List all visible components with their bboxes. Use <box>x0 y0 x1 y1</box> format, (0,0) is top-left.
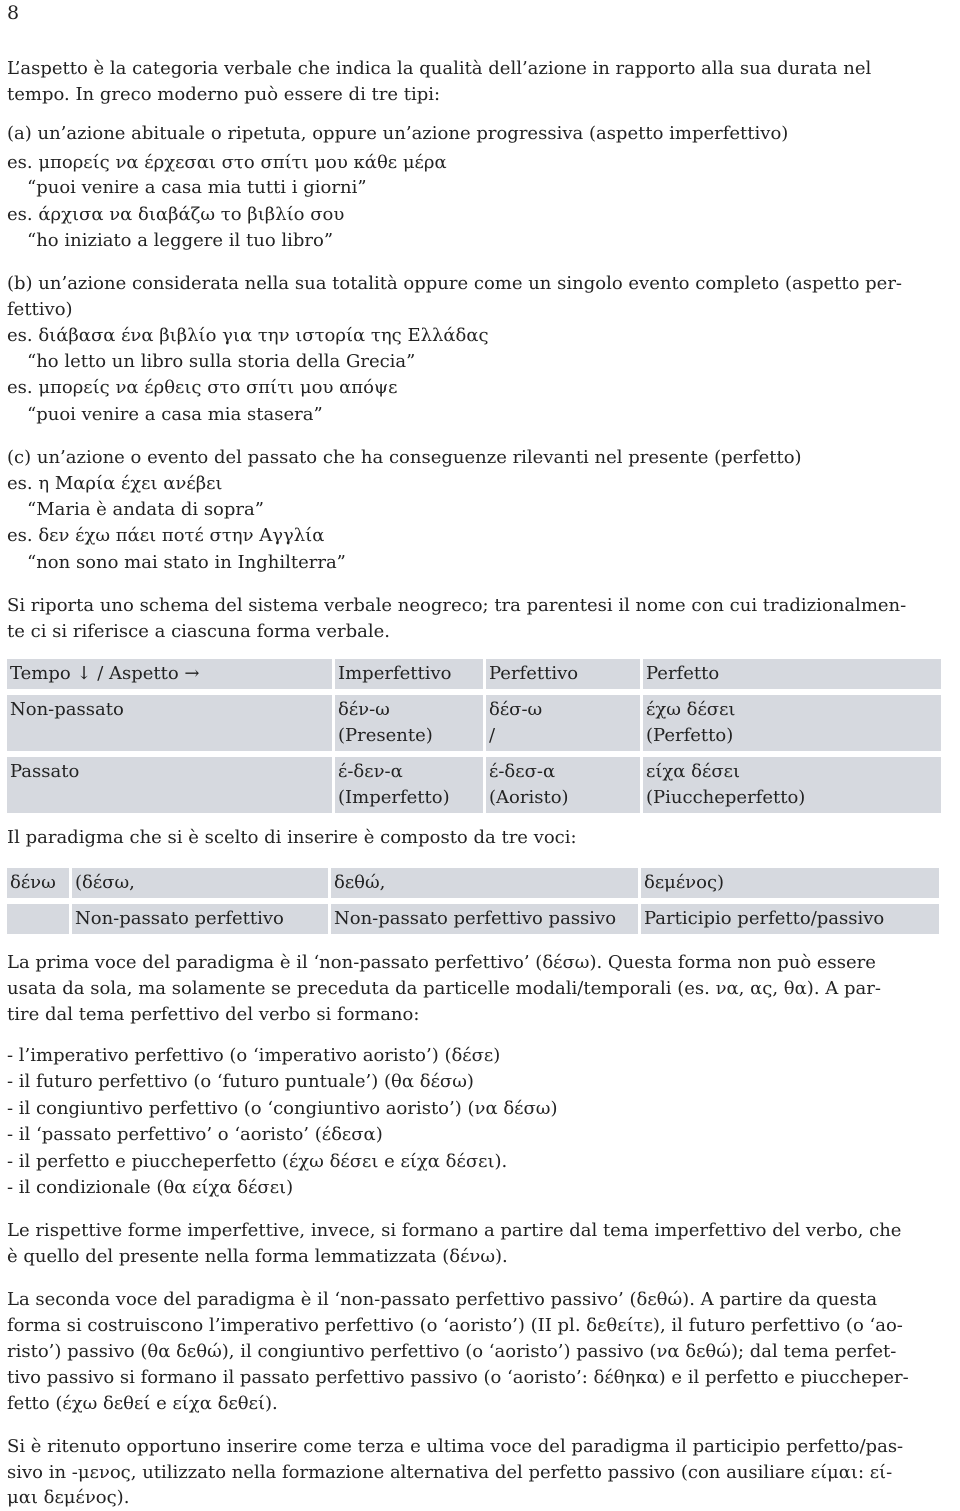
aspect-b-heading: (b) un’azione considerata nella sua totalità oppure come un singolo evento completo (aspetto per- <box>7 273 903 294</box>
paragraph-line: La prima voce del paradigma è il ‘non-passato perfettivo’ (δέσω). Questa forma non può essere <box>7 952 876 973</box>
table-row <box>7 868 939 898</box>
list-item: - l’imperativo perfettivo (o ‘imperativo aoristo’) (δέσε) <box>7 1045 501 1066</box>
example-translation: “Maria è andata di sopra” <box>27 499 264 520</box>
paragraph-line: fetto (έχω δεθεί e είχα δεθεί). <box>7 1393 278 1414</box>
paragraph-line: usata da sola, ma solamente se preceduta da particelle modali/temporali (es. να, ας, θα). A par- <box>7 978 881 999</box>
paragraph-line: Le rispettive forme imperfettive, invece, si formano a partire dal tema imperfettivo del verbo, che <box>7 1220 902 1241</box>
example-translation: “puoi venire a casa mia tutti i giorni” <box>27 177 367 198</box>
table-cell: δεθώ, <box>331 868 638 898</box>
table-cell: Participio perfetto/passivo <box>641 904 939 934</box>
example-greek: es. άρχισα να διαβάζω το βιβλίο σου <box>7 204 345 225</box>
paragraph-line: La seconda voce del paradigma è il ‘non-passato perfettivo passivo’ (δεθώ). A partire da questa <box>7 1289 878 1310</box>
paragraph-line: risto’) passivo (θα δεθώ), il congiuntivo perfettivo (o ‘aoristo’) passivo (να δεθώ); dal tema perfet- <box>7 1341 897 1362</box>
paradigm-table <box>4 868 942 934</box>
intro-line: tempo. In greco moderno può essere di tre tipi: <box>7 84 441 105</box>
table-cell: δένω <box>7 868 69 898</box>
table-cell: Non-passato perfettivo passivo <box>331 904 638 934</box>
list-item: - il congiuntivo perfettivo (o ‘congiuntivo aoristo’) (να δέσω) <box>7 1098 558 1119</box>
list-item: - il futuro perfettivo (o ‘futuro puntuale’) (θα δέσω) <box>7 1071 474 1092</box>
table-cell: (δέσω, <box>72 868 328 898</box>
example-greek: es. διάβασα ένα βιβλίο για την ιστορία της Ελλάδας <box>7 325 489 346</box>
page-number: 8 <box>7 2 20 24</box>
table-cell: είχα δέσει (Piuccheperfetto) <box>643 757 941 813</box>
example-translation: “puoi venire a casa mia stasera” <box>27 404 323 425</box>
list-item: - il ‘passato perfettivo’ o ‘aoristo’ (έδεσα) <box>7 1124 383 1145</box>
header-cell: Perfettivo <box>486 659 640 689</box>
list-item: - il condizionale (θα είχα δέσει) <box>7 1177 294 1198</box>
paragraph-line: sivo in -μενος, utilizzato nella formazione alternativa del perfetto passivo (con ausiliare είμαι: εί- <box>7 1462 893 1483</box>
table-header-row <box>7 659 941 689</box>
intro-line: L’aspetto è la categoria verbale che indica la qualità dell’azione in rapporto alla sua durata nel <box>7 58 872 79</box>
list-item: - il perfetto e piuccheperfetto (έχω δέσει e είχα δέσει). <box>7 1151 508 1172</box>
aspect-a-heading: (a) un’azione abituale o ripetuta, oppure un’azione progressiva (aspetto imperfettivo) <box>7 123 789 144</box>
paragraph-line: tire dal tema perfettivo del verbo si formano: <box>7 1004 420 1025</box>
table-cell: Non-passato perfettivo <box>72 904 328 934</box>
tense-cell: Passato <box>7 757 332 813</box>
verb-system-table <box>4 659 944 813</box>
tense-cell: Non-passato <box>7 695 332 751</box>
table-cell: δεμένος) <box>641 868 939 898</box>
example-greek: es. η Μαρία έχει ανέβει <box>7 473 223 494</box>
example-greek: es. δεν έχω πάει ποτέ στην Αγγλία <box>7 525 325 546</box>
table-cell: έχω δέσει (Perfetto) <box>643 695 941 751</box>
table-cell: δέν-ω (Presente) <box>335 695 483 751</box>
example-greek: es. μπορείς να έρχεσαι στο σπίτι μου κάθε μέρα <box>7 152 447 173</box>
paragraph-line: forma si costruiscono l’imperativo perfettivo (o ‘aoristo’) (II pl. δεθείτε), il futuro perfettivo (o ‘ao- <box>7 1315 903 1336</box>
example-translation: “ho letto un libro sulla storia della Grecia” <box>27 351 416 372</box>
paragraph-line: tivo passivo si formano il passato perfettivo passivo (o ‘aoristo’: δέθηκα) e il perfetto e piuccheper- <box>7 1367 909 1388</box>
example-greek: es. μπορείς να έρθεις στο σπίτι μου απόψε <box>7 377 398 398</box>
header-cell: Perfetto <box>643 659 941 689</box>
table-row <box>7 695 941 751</box>
table-cell: έ-δεν-α (Imperfetto) <box>335 757 483 813</box>
schema-intro: Si riporta uno schema del sistema verbale neogreco; tra parentesi il nome con cui tradizionalmen- <box>7 595 907 616</box>
table-row <box>7 757 941 813</box>
table-cell <box>7 904 69 934</box>
table-row <box>7 904 939 934</box>
table-cell: έ-δεσ-α (Aoristo) <box>486 757 640 813</box>
header-cell: Tempo ↓ / Aspetto → <box>7 659 332 689</box>
table-cell: δέσ-ω / <box>486 695 640 751</box>
paragraph-line: è quello del presente nella forma lemmatizzata (δένω). <box>7 1246 508 1267</box>
paradigm-intro: Il paradigma che si è scelto di inserire è composto da tre voci: <box>7 827 577 848</box>
schema-intro: te ci si riferisce a ciascuna forma verbale. <box>7 621 391 642</box>
paragraph-line: Si è ritenuto opportuno inserire come terza e ultima voce del paradigma il participio perfetto/pas- <box>7 1436 904 1457</box>
aspect-c-heading: (c) un’azione o evento del passato che ha conseguenze rilevanti nel presente (perfetto) <box>7 447 802 468</box>
paragraph-line: μαι δεμένος). <box>7 1487 130 1508</box>
example-translation: “ho iniziato a leggere il tuo libro” <box>27 230 334 251</box>
aspect-b-heading: fettivo) <box>7 299 73 320</box>
header-cell: Imperfettivo <box>335 659 483 689</box>
example-translation: “non sono mai stato in Inghilterra” <box>27 552 346 573</box>
